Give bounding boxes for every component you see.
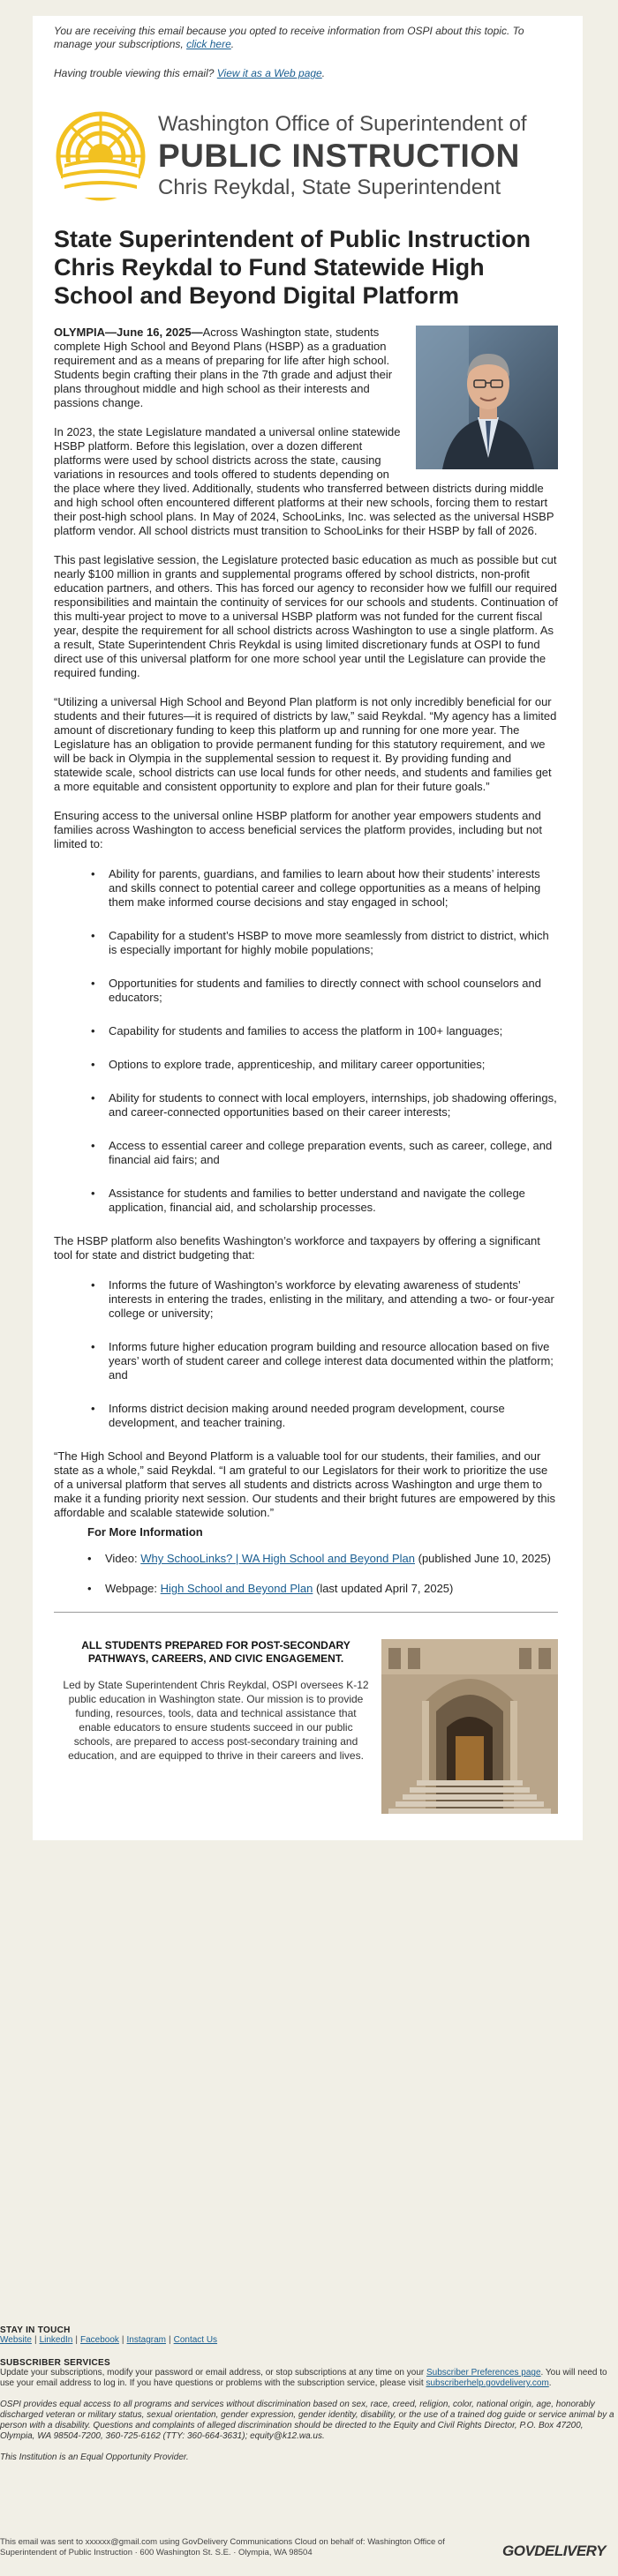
webpage-link[interactable]: High School and Beyond Plan: [160, 1582, 313, 1595]
preheader: [54, 25, 558, 80]
video-link[interactable]: Why SchooLinks? | WA High School and Beyond Plan: [140, 1552, 415, 1565]
logo-line-1: Washington Office of Superintendent of: [158, 112, 527, 136]
about-heading: ALL STUDENTS PREPARED FOR POST-SECONDARY PATHWAYS, CAREERS, AND CIVIC ENGAGEMENT.: [81, 1639, 350, 1665]
list-item: • Assistance for students and families to better understand and navigate the college application, financial aid, and scholarship processes.: [91, 1187, 558, 1215]
about-ospi: [54, 1639, 558, 1840]
list-item: • Informs district decision making around needed program development, course development, and teacher training.: [91, 1402, 558, 1430]
logo-line-3: Chris Reykdal, State Superintendent: [158, 176, 501, 199]
logo-line-2: PUBLIC INSTRUCTION: [158, 138, 520, 174]
paragraph-reykdal-quote: “Utilizing a universal High School and Beyond Plan platform is not only incredibly beneficial for our students and their futures—it is required of districts by law,” said Reykdal. “My agency has a limited amount of discretionary funding to keep this platform up and running for one more year. The Legislature has an obligation to provide permanent funding for this statutory requirement, and we will be back in Olympia in the supplemental session to request it. By providing funding and statewide scale, school districts can use local funds for other needs, and students and families get a more equitable and consistent opportunity to explore and plan for their future goals.”: [54, 695, 557, 793]
list-item: • Access to essential career and college preparation events, such as career, college, and financial aid fairs; and: [91, 1139, 558, 1167]
list-item: • Opportunities for students and families to directly connect with school counselors and educators;: [91, 977, 558, 1005]
stay-in-touch-title: STAY IN TOUCH: [0, 2325, 71, 2335]
ospi-logo: [54, 98, 558, 214]
website-link[interactable]: Website: [0, 2335, 32, 2345]
article-body: [54, 553, 558, 1596]
subscription-notice: You are receiving this email because you opted to receive information from OSPI about this topic. To manage your subscriptions, click here.: [54, 25, 524, 50]
instagram-link[interactable]: Instagram: [126, 2335, 166, 2345]
view-as-web-page-link[interactable]: View it as a Web page: [216, 67, 322, 79]
govdelivery-logo: GOVDELIVERY: [502, 2542, 606, 2559]
email-footer: [0, 2325, 618, 2463]
dateline: OLYMPIA—June 16, 2025—: [54, 326, 203, 339]
list-item-webpage: • Webpage: High School and Beyond Plan (last updated April 7, 2025): [87, 1582, 558, 1596]
divider: [54, 1612, 558, 1613]
lead-section: [54, 326, 558, 538]
headline: State Superintendent of Public Instruction Chris Reykdal to Fund Statewide High School and Beyond Digital Platform: [54, 226, 531, 309]
list-item: • Capability for a student’s HSBP to move more seamlessly from district to district, which is especially important for highly mobile populations;: [91, 929, 558, 957]
subscriber-services-text: Update your subscriptions, modify your password or email address, or stop subscriptions at any time on your Subscriber Preferences page. You will need to use your email address to log in. If you have questions or problems with the subscription service, please visit subscriberhelp.govdelivery.com.: [0, 2368, 607, 2388]
services-list: [91, 867, 558, 1215]
list-item: • Informs future higher education program building and resource allocation based on five years’ worth of student career and college interest data documented within the platform; and: [91, 1340, 558, 1382]
subscriber-services-title: SUBSCRIBER SERVICES: [0, 2358, 110, 2368]
email-card: [33, 16, 583, 1840]
list-item: • Informs the future of Washington’s workforce by elevating awareness of students’ interests in entering the trades, enlisting in the military, and attending a two- or four-year college or university;: [91, 1278, 558, 1321]
budget-benefits-list: [91, 1278, 558, 1430]
list-item: • Capability for students and families to access the platform in 100+ languages;: [91, 1024, 558, 1038]
superintendent-photo: [416, 326, 558, 469]
list-item-video: • Video: Why SchooLinks? | WA High School and Beyond Plan (published June 10, 2025): [87, 1552, 558, 1566]
contact-us-link[interactable]: Contact Us: [173, 2335, 218, 2345]
stay-in-touch-links: Website | LinkedIn | Facebook | Instagram | Contact Us: [0, 2335, 218, 2345]
paragraph-closing-quote: “The High School and Beyond Platform is a valuable tool for our students, their families, and our state as a whole,” said Reykdal. “I am grateful to our Legislators for their work to prioritize the use of a universal platform that serves all students and districts across Washington and urge them to make it a funding priority next session. Our students and their bright futures are empowered by this affordable and scalable statewide solution.”: [54, 1449, 555, 1519]
paragraph-access-intro: Ensuring access to the universal online HSBP platform for another year empowers students and families across Washington to access beneficial services the platform provides, including but not limited to:: [54, 809, 543, 850]
list-item: • Ability for students to connect with local employers, internships, job shadowing offerings, and career-connected opportunities based on their career interests;: [91, 1091, 558, 1120]
about-description: Led by State Superintendent Chris Reykdal, OSPI oversees K-12 public education in Washington state. Our mission is to provide funding, resources, tools, data and technical assistance that enable educators to ensure students succeed in our public schools, are prepared to access post-secondary training and education, and are equipped to thrive in their careers and lives.: [63, 1679, 369, 1762]
more-info-list: [87, 1552, 558, 1596]
building-photo: [381, 1639, 558, 1814]
manage-subscriptions-link[interactable]: click here: [186, 38, 231, 50]
subscriber-help-link[interactable]: subscriberhelp.govdelivery.com: [426, 2378, 549, 2388]
more-info-title: For More Information: [87, 1525, 203, 1539]
sunburst-logo-icon: [54, 109, 147, 203]
web-view-notice: Having trouble viewing this email? View it as a Web page.: [54, 67, 326, 79]
paragraph-legislation: In 2023, the state Legislature mandated a universal online statewide HSBP platform. Before this legislation, over a dozen different platforms were used by school districts across the state, causing variations in resources and tools offered to students depending on the place where they lived. Additionally, students who transferred between districts during middle and high school often encountered different platforms at their new schools, forcing them to restart their post-high school plans. In May of 2024, SchooLinks, Inc. was selected as the universal HSBP platform vendor. All school districts must transition to SchooLinks for their HSBP by fall of 2026.: [54, 425, 554, 537]
list-item: • Ability for parents, guardians, and families to learn about how their students’ interests and skills connect to potential career and college opportunities as a means of helping them make informed course decisions and stay engaged in school;: [91, 867, 558, 910]
paragraph-workforce: The HSBP platform also benefits Washington’s workforce and taxpayers by offering a significant tool for state and district budgeting that:: [54, 1234, 540, 1262]
logo-wordmark: [158, 111, 527, 201]
about-text: [54, 1639, 373, 1814]
sent-notice: This email was sent to xxxxxx@gmail.com using GovDelivery Communications Cloud on behalf of: Washington Office of Superintendent of Public Instruction · 600 Washington St. S.E. · Olympia, WA 98504: [0, 2537, 445, 2557]
equal-access-statement: OSPI provides equal access to all programs and services without discrimination based on sex, race, creed, religion, color, national origin, age, honorably discharged veteran or military status, sexual orientation, gender expression, gender identity, disability, or the use of a trained dog guide or service animal by a person with a disability. Questions and complaints of alleged discrimination should be directed to the Equity and Civil Rights Director, P.O. Box 47200, Olympia, WA 98504-7200, 360-725-6162 (TTY: 360-664-3631); equity@k12.wa.us.: [0, 2400, 614, 2441]
list-item: • Options to explore trade, apprenticeship, and military career opportunities;: [91, 1058, 558, 1072]
lead-paragraph: OLYMPIA—June 16, 2025—Across Washington state, students complete High School and Beyond Plans (HSBP) as a graduation requirement and as a means of preparing for life after high school. Students begin crafting their plans in the 7th grade and adjust their plans throughout middle and high school as their interests and passions change.: [54, 326, 393, 409]
linkedin-link[interactable]: LinkedIn: [39, 2335, 73, 2345]
facebook-link[interactable]: Facebook: [79, 2335, 119, 2345]
paragraph-budget-cuts: This past legislative session, the Legislature protected basic education as much as possible but cut nearly $100 million in grants and supplemental programs offered by school districts, non-profit education partners, and others. This has forced our agency to reconsider how we fulfill our required responsibilities and maintain the continuity of services for our schools and students. Continuation of this multi-year project to move to a universal HSBP platform was not funded for the current fiscal year, despite the requirement for all school districts across Washington to use a single platform. As a result, State Superintendent Chris Reykdal is using limited discretionary funds at OSPI to fund direct use of this universal platform for one more school year until the Legislature can provide the required funding.: [54, 553, 558, 679]
subscriber-preferences-link[interactable]: Subscriber Preferences page: [426, 2368, 541, 2378]
eeo-statement: This Institution is an Equal Opportunity Provider.: [0, 2452, 189, 2462]
